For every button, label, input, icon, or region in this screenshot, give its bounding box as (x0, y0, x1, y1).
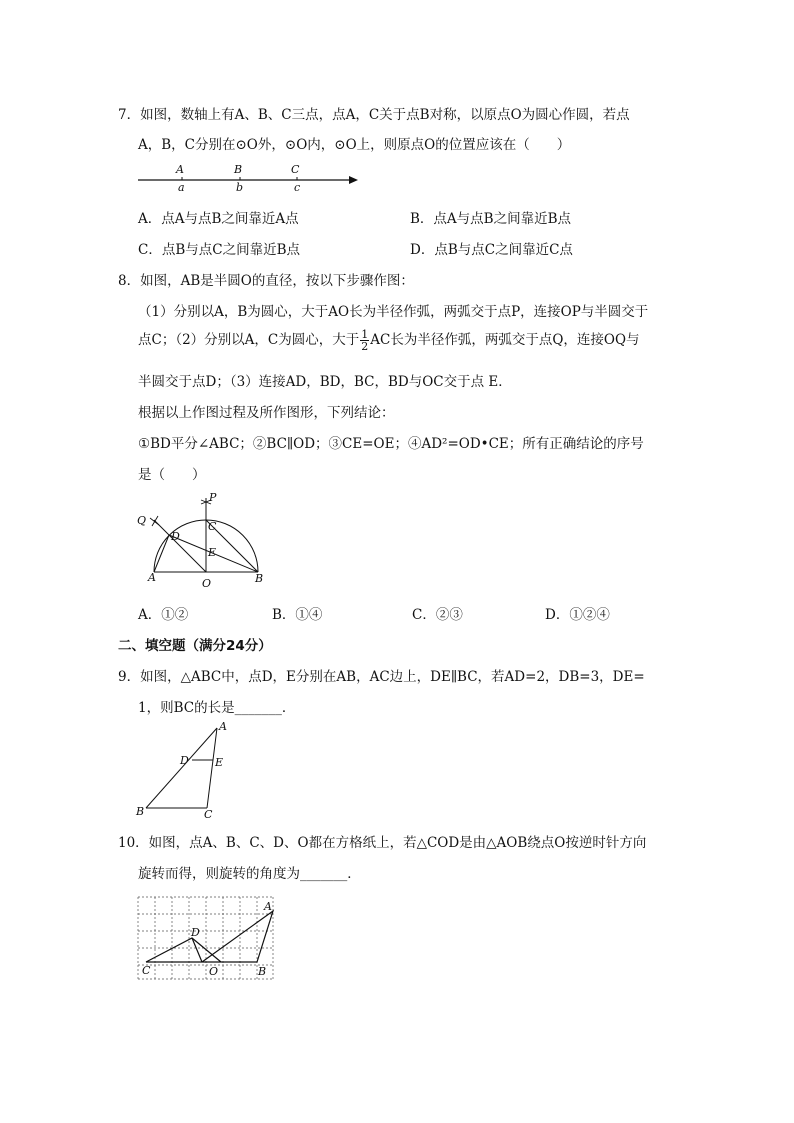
q10-line2: 旋转而得，则旋转的角度为_______． (138, 866, 361, 882)
q8-option-b[interactable]: B．①④ (272, 607, 323, 623)
q8-option-c[interactable]: C．②③ (412, 607, 463, 623)
q7-line2: A，B，C分别在⊙O外，⊙O内，⊙O上，则原点O的位置应该在（ ） (138, 137, 571, 153)
q8-option-a[interactable]: A．①② (138, 607, 189, 623)
grid-figure (136, 893, 278, 983)
fig8-label-C: C (208, 520, 217, 533)
q7-option-a[interactable]: A．点A与点B之间靠近A点 (138, 211, 299, 227)
fig10-label-O: O (209, 965, 219, 978)
q7-option-d[interactable]: D．点B与点C之间靠近C点 (410, 242, 573, 258)
q7-option-b[interactable]: B．点A与点B之间靠近B点 (410, 211, 572, 227)
arrow-head-icon (349, 176, 358, 184)
label-a: a (178, 181, 185, 194)
fig10-label-D: D (191, 926, 200, 939)
q8-line3-post: AC长为半径作弧，两弧交于点Q，连接OQ与 (370, 332, 640, 348)
fig10-label-C: C (142, 964, 151, 977)
fig9-label-A: A (219, 722, 227, 733)
q10-line1: 10．如图，点A、B、C、D、O都在方格纸上，若△COD是由△AOB绕点O按逆时针方向 (118, 835, 647, 851)
q8-option-d[interactable]: D．①②④ (545, 607, 610, 623)
grid-lines (138, 897, 273, 979)
q8-line5: 根据以上作图过程及所作图形，下列结论： (138, 405, 395, 421)
section-title: 二、填空题（满分24分） (118, 638, 272, 654)
q7-line1: 7．如图，数轴上有A、B、C三点，点A，C关于点B对称，以原点O为圆心作圆，若点 (118, 107, 630, 123)
fig9-label-D: D (180, 754, 189, 767)
fraction-half: $\frac{1}{2}$ (361, 328, 369, 353)
q8-line6: ①BD平分∠ABC；②BC∥OD；③CE=OE；④AD²=OD•CE；所有正确结论的序号 (138, 436, 644, 452)
label-b: b (236, 181, 244, 194)
number-line-figure (136, 160, 366, 194)
triangle-figure (134, 722, 234, 820)
fig8-label-E: E (208, 546, 217, 559)
fig8-label-P: P (209, 491, 217, 504)
fig9-label-C: C (204, 808, 213, 820)
fig8-label-O: O (202, 577, 212, 590)
q8-line3-pre: 点C；（2）分别以A，C为圆心，大于 (138, 332, 360, 348)
q8-line1: 8．如图，AB是半圆O的直径，按以下步骤作图： (118, 273, 414, 289)
q8-line2: （1）分别以A，B为圆心，大于AO长为半径作弧，两弧交于点P，连接OP与半圆交于 (138, 304, 649, 320)
q9-line1: 9．如图，△ABC中，点D，E分别在AB，AC边上，DE∥BC，若AD=2，DB=3，DE= (118, 669, 645, 685)
q8-line3 (138, 328, 640, 352)
fig8-label-B: B (255, 572, 264, 585)
label-B: B (234, 163, 243, 176)
label-C: C (291, 163, 300, 176)
fig9-label-E: E (215, 756, 224, 769)
q9-line2: 1，则BC的长是_______． (138, 700, 296, 716)
fig8-label-D: D (171, 530, 180, 543)
q7-option-c[interactable]: C．点B与点C之间靠近B点 (138, 242, 300, 258)
fig9-label-B: B (136, 805, 145, 818)
semicircle-figure (134, 490, 274, 590)
fig8-label-A: A (148, 571, 156, 584)
label-A: A (176, 163, 184, 176)
q8-line4: 半圆交于点D；（3）连接AD，BD，BC，BD与OC交于点 E． (138, 374, 512, 390)
label-c: c (294, 181, 301, 194)
q8-line7: 是（ ） (138, 467, 206, 483)
fig10-label-A: A (264, 900, 272, 913)
fig8-label-Q: Q (137, 514, 147, 527)
fig10-label-B: B (258, 965, 267, 978)
